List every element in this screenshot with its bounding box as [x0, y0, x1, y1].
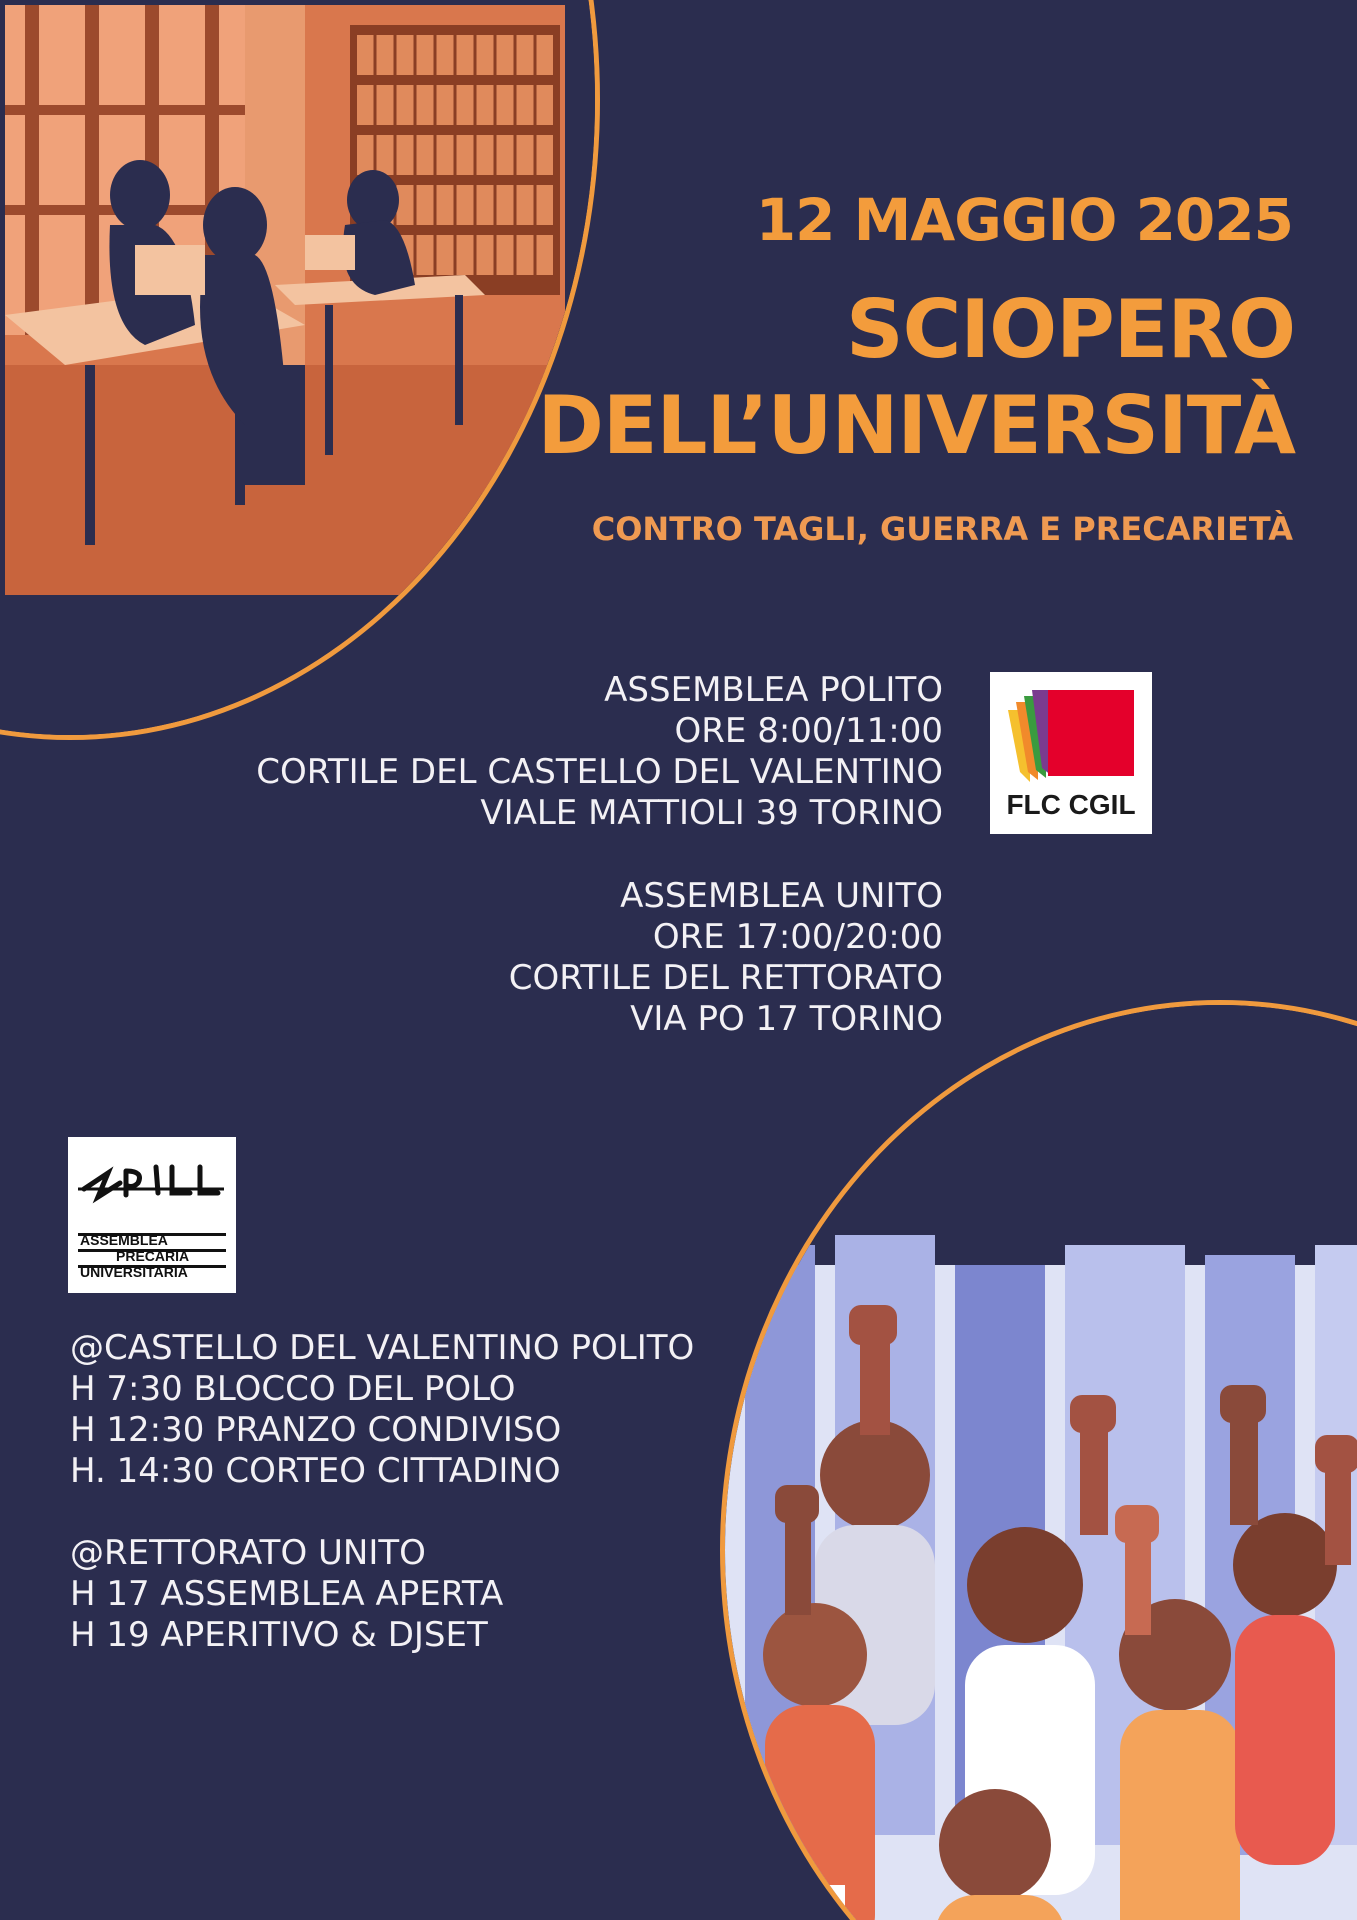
- crowd-illustration: [720, 1000, 1357, 1920]
- assembly-line: CORTILE DEL RETTORATO: [508, 958, 943, 998]
- event-line: H 7:30 BLOCCO DEL POLO: [70, 1369, 516, 1409]
- assembly-line: ORE 17:00/20:00: [652, 917, 943, 957]
- apu-line: PRECARIA: [116, 1248, 190, 1264]
- subtitle: CONTRO TAGLI, GUERRA E PRECARIETÀ: [591, 510, 1293, 548]
- events-polito: [70, 1328, 694, 1492]
- event-line: H 12:30 PRANZO CONDIVISO: [70, 1410, 562, 1450]
- assembly-line: VIALE MATTIOLI 39 TORINO: [480, 793, 943, 833]
- assembly-line: ASSEMBLEA POLITO: [604, 670, 943, 710]
- event-line: H 17 ASSEMBLEA APERTA: [70, 1574, 504, 1614]
- assembly-line: ASSEMBLEA UNITO: [620, 876, 943, 916]
- event-line: @CASTELLO DEL VALENTINO POLITO: [70, 1328, 695, 1368]
- page-title: [538, 282, 1296, 474]
- apu-logo: [68, 1137, 236, 1293]
- event-line: @RETTORATO UNITO: [70, 1533, 426, 1573]
- event-line: H. 14:30 CORTEO CITTADINO: [70, 1451, 561, 1491]
- assembly-polito: [256, 670, 943, 834]
- assembly-line: CORTILE DEL CASTELLO DEL VALENTINO: [256, 752, 943, 792]
- apu-line: UNIVERSITARIA: [80, 1264, 188, 1280]
- event-date: 12 MAGGIO 2025: [755, 186, 1293, 254]
- events-unito: [70, 1533, 503, 1656]
- apu-line: ASSEMBLEA: [80, 1232, 168, 1248]
- library-illustration: [0, 0, 600, 740]
- flc-cgil-logo: [990, 672, 1152, 834]
- assembly-line: VIA PO 17 TORINO: [630, 999, 943, 1039]
- title-line-2: DELL’UNIVERSITÀ: [537, 379, 1295, 472]
- event-line: H 19 APERITIVO & DJSET: [70, 1615, 488, 1655]
- title-line-1: SCIOPERO: [846, 283, 1295, 376]
- flc-cgil-text: FLC CGIL: [1006, 789, 1136, 820]
- assembly-line: ORE 8:00/11:00: [674, 711, 943, 751]
- assembly-unito: [509, 876, 943, 1040]
